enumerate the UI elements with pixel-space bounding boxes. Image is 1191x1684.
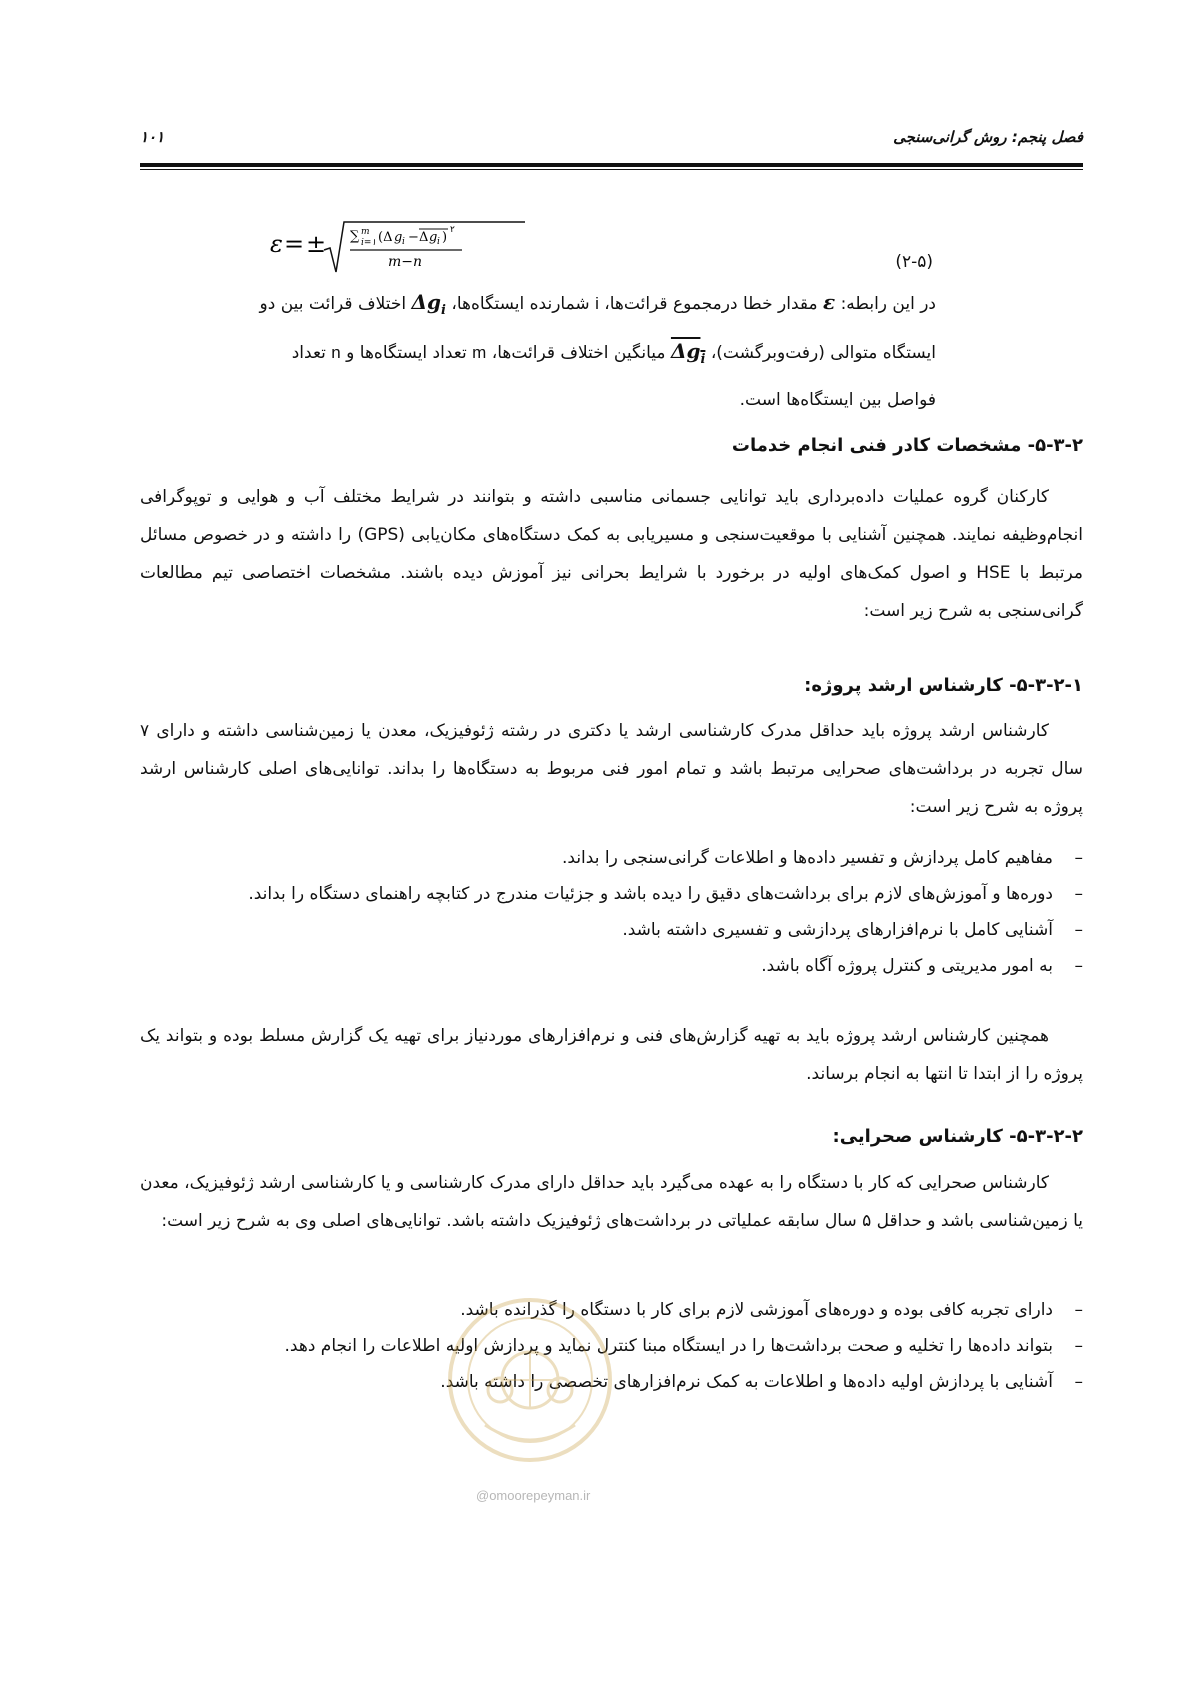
svg-text:−: − — [408, 230, 419, 245]
svg-text:=: = — [284, 230, 305, 258]
list-item: – دارای تجربه کافی بوده و دوره‌های آموزشی لازم برای کار با دستگاه را گذرانده باشد. — [460, 1300, 1083, 1320]
senior-expert-abilities-list — [140, 840, 1083, 984]
header-rule-thin — [140, 169, 1083, 170]
equation-explanation — [180, 282, 936, 420]
section-5-3-2-1-paragraph: کارشناس ارشد پروژه باید حداقل مدرک کارشناسی ارشد یا دکتری در رشته ژئوفیزیک، معدن یا زمین‌شناسی داشته و دارای ۷ سال تجربه در برداشت‌های صحرایی مرتبط باشد و تمام امور فنی مربوط به دستگاه‌ها را بداند. توانایی‌های اصلی کارشناس ارشد پروژه به شرح زیر است: — [140, 721, 1083, 817]
chapter-title: فصل پنجم: روش گرانی‌سنجی — [893, 128, 1083, 146]
explanation-line-1: در این رابطه: ε مقدار خطا درمجموع قرائت‌ها، i شمارنده ایستگاه‌ها، $\Delta g_i$ اختلاف قرائت بین دو — [259, 290, 936, 318]
list-item: – به امور مدیریتی و کنترل پروژه آگاه باشد. — [761, 956, 1083, 976]
section-5-3-2-1-closing: همچنین کارشناس ارشد پروژه باید به تهیه گزارش‌های فنی و نرم‌افزارهای موردنیاز برای تهیه یک گزارش مسلط بوده و بتواند یک پروژه را از ابتدا تا انتها به انجام برساند. — [140, 1026, 1083, 1084]
error-formula — [270, 220, 530, 290]
section-heading-5-3-2-2: ۵-۳-۲-۲- کارشناس صحرایی: — [832, 1126, 1083, 1147]
svg-text:g: g — [394, 230, 403, 245]
svg-text:i: i — [437, 237, 440, 247]
section-heading-5-3-2: ۵-۳-۲- مشخصات کادر فنی انجام خدمات — [731, 435, 1083, 456]
explanation-line-3: فواصل بین ایستگاه‌ها است. — [739, 390, 936, 410]
svg-text:g: g — [429, 230, 438, 245]
svg-text:(Δ: (Δ — [378, 230, 393, 245]
svg-text:Δ: Δ — [419, 230, 429, 245]
mean-delta-g-symbol: $\Delta g_i$ — [670, 339, 706, 367]
explanation-line-2: ایستگاه متوالی (رفت‌وبرگشت)، $\Delta g_i$ میانگین اختلاف قرائت‌ها، m تعداد ایستگاه‌ها و n تعداد — [291, 339, 936, 367]
watermark-url: @omoorepeyman.ir — [476, 1488, 591, 1503]
svg-text:۲: ۲ — [450, 225, 455, 235]
svg-text:m−n: m−n — [388, 254, 423, 270]
list-item: – مفاهیم کامل پردازش و تفسیر داده‌ها و اطلاعات گرانی‌سنجی را بداند. — [562, 848, 1083, 868]
equation-number: (۲-۵) — [895, 252, 933, 272]
delta-g-symbol: $\Delta g_i$ — [411, 290, 446, 318]
i-symbol: i — [595, 294, 599, 313]
svg-text:i: i — [402, 237, 405, 247]
watermark-seal-icon — [445, 1295, 615, 1465]
m-symbol: m — [472, 343, 487, 362]
list-item: – دوره‌ها و آموزش‌های لازم برای برداشت‌های دقیق را دیده باشد و جزئیات مندرج در کتابچه راهنمای دستگاه را بداند. — [248, 884, 1083, 904]
svg-text:): ) — [442, 230, 448, 245]
list-item: – آشنایی با پردازش اولیه داده‌ها و اطلاعات به کمک نرم‌افزارهای تخصصی را داشته باشد. — [440, 1372, 1083, 1392]
section-heading-5-3-2-1: ۵-۳-۲-۱- کارشناس ارشد پروژه: — [804, 675, 1083, 696]
svg-text:∑: ∑ — [350, 229, 360, 244]
svg-text:i=۱: i=۱ — [361, 238, 377, 248]
svg-text:ε: ε — [270, 230, 283, 258]
svg-text:m: m — [361, 227, 370, 237]
section-5-3-2-2-paragraph: کارشناس صحرایی که کار با دستگاه را به عهده می‌گیرد باید حداقل دارای مدرک کارشناسی و یا کارشناسی ارشد ژئوفیزیک، معدن یا زمین‌شناسی باشد و حداقل ۵ سال سابقه عملیاتی در برداشت‌های ژئوفیزیک داشته باشد. توانایی‌های اصلی وی به شرح زیر است: — [140, 1173, 1083, 1231]
epsilon-symbol: ε — [822, 290, 836, 314]
list-item: – آشنایی کامل با نرم‌افزارهای پردازشی و تفسیری داشته باشد. — [622, 920, 1083, 940]
page-number: ۱۰۱ — [140, 128, 165, 146]
running-header — [140, 128, 1083, 158]
list-item: – بتواند داده‌ها را تخلیه و صحت برداشت‌ها را در ایستگاه مبنا کنترل نماید و پردازش اولیه اطلاعات را انجام دهد. — [284, 1336, 1083, 1356]
n-symbol: n — [331, 343, 341, 362]
svg-text:±: ± — [306, 230, 327, 258]
section-5-3-2-paragraph: کارکنان گروه عملیات داده‌برداری باید توانایی جسمانی مناسبی داشته و بتوانند در شرایط مختلف آب و هوایی و توپوگرافی انجام‌وظیفه نمایند. همچنین آشنایی با موقعیت‌سنجی و مسیریابی به کمک دستگاه‌های مکان‌یابی (GPS) را داشته و در خصوص مسائل مرتبط با HSE و اصول کمک‌های اولیه در برخورد با شرایط بحرانی نیز آموزش دیده باشند. مشخصات اختصاصی تیم مطالعات گرانی‌سنجی به شرح زیر است: — [140, 487, 1084, 621]
header-rule-thick — [140, 163, 1083, 167]
